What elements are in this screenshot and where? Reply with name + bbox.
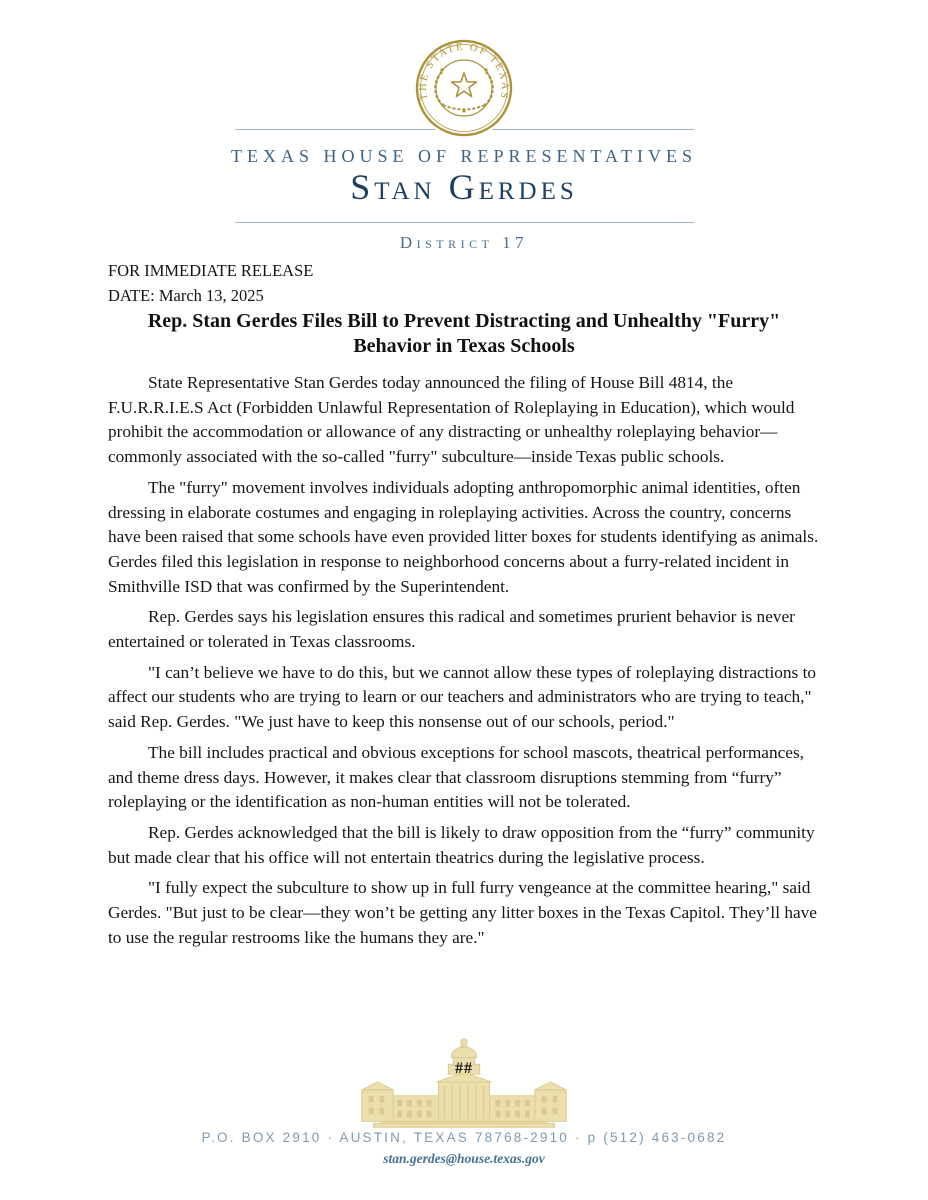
end-of-release-marker: ## [455, 1060, 473, 1077]
body-paragraph: State Representative Stan Gerdes today announced the filing of House Bill 4814, the F.U.R.R.I.E.S Act (Forbidden Unlawful Representation of Roleplaying in Education), which would prohibit the accommodation or allowance of any distracting or unhealthy roleplaying behavior—commonly associated with the so-called "furry" subculture—inside Texas public schools. [108, 373, 795, 467]
release-date-line: DATE: March 13, 2025 [108, 286, 264, 305]
body-paragraph: The bill includes practical and obvious exceptions for school mascots, theatrical performances, and theme dress days. However, it makes clear that classroom disruptions stemming from “furry” roleplaying or the identification as non-human entities will not be tolerated. [108, 742, 804, 812]
body-paragraph: Rep. Gerdes acknowledged that the bill is likely to draw opposition from the “furry” community but made clear that his office will not entertain theatrics during the legislative process. [108, 822, 815, 867]
letterhead-organization: TEXAS HOUSE OF REPRESENTATIVES [230, 146, 698, 166]
texas-state-seal-icon [412, 30, 516, 142]
body-paragraph: The "furry" movement involves individuals adopting anthropomorphic animal identities, often dressing in elaborate costumes and engaging in roleplaying activities. Across the country, concerns have been raised that some schools have even provided litter boxes for students identifying as animals. Gerdes filed this legislation in response to neighborhood concerns about a furry-related incident in Smithville ISD that was confirmed by the Superintendent. [108, 477, 819, 596]
release-info [108, 258, 313, 308]
body-paragraph: "I can’t believe we have to do this, but we cannot allow these types of roleplaying distractions to affect our students who are trying to learn or our teachers and administrators who are trying to teach," said Rep. Gerdes. "We just have to keep this nonsense out of our schools, period." [108, 662, 817, 732]
texas-capitol-watermark-icon [346, 1036, 582, 1130]
letterhead-name: Stan Gerdes [350, 167, 578, 207]
headline: Rep. Stan Gerdes Files Bill to Prevent Distracting and Unhealthy "Furry" Behavior in Texas Schools [147, 310, 781, 357]
release-status-line: FOR IMMEDIATE RELEASE [108, 261, 314, 280]
district-label: District 17 [399, 233, 529, 252]
press-release-body [108, 309, 820, 956]
footer-address: P.O. BOX 2910 · AUSTIN, TEXAS 78768-2910 · p (512) 463-0682 [201, 1130, 727, 1145]
svg-text:THE STATE OF TEXAS: THE STATE OF TEXAS [417, 41, 511, 101]
body-paragraph: Rep. Gerdes says his legislation ensures this radical and sometimes prurient behavior is never entertained or tolerated in Texas classrooms. [108, 607, 795, 652]
letterhead-bottom-divider [235, 222, 694, 223]
body-paragraph: "I fully expect the subculture to show up in full furry vengeance at the committee hearing," said Gerdes. "But just to be clear—they won’t be getting any litter boxes in the Texas Capitol. They’ll have to use the regular restrooms like the humans they are." [108, 878, 817, 947]
footer-email: stan.gerdes@house.texas.gov [383, 1151, 545, 1166]
